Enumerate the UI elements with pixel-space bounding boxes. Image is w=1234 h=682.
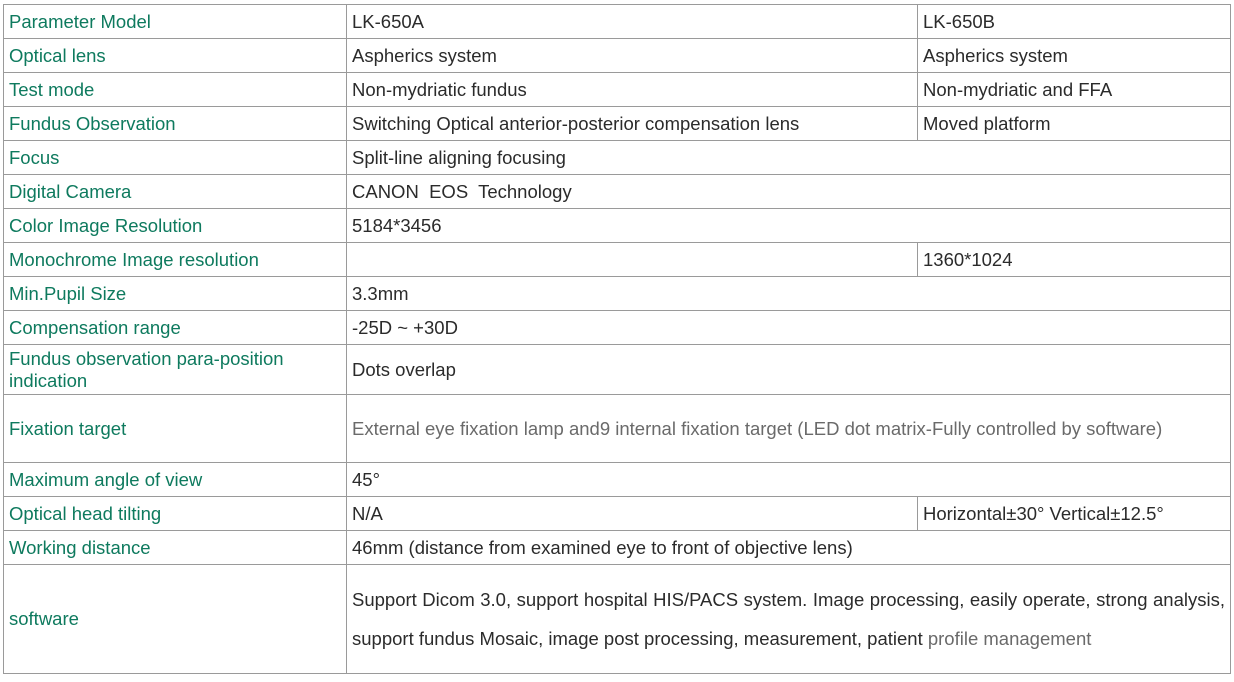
cell-value: 3.3mm [347,277,1231,311]
row-label: Focus [4,141,347,175]
table-row [4,39,1231,73]
row-label: Fundus Observation [4,107,347,141]
table-row [4,141,1231,175]
row-label: software [4,565,347,674]
cell-value [347,565,1231,674]
software-text [352,580,1225,658]
row-label: Fundus observation para-position indication [4,345,347,395]
fixation-text: External eye fixation lamp and9 internal fixation target (LED dot matrix-Fully controlled by software) [352,417,1163,439]
cell-value-a: Switching Optical anterior-posterior compensation lens [347,107,918,141]
row-label: Parameter Model [4,5,347,39]
table-row [4,5,1231,39]
table-row [4,531,1231,565]
cell-value-b: Moved platform [918,107,1231,141]
cell-value: 45° [347,463,1231,497]
row-label: Maximum angle of view [4,463,347,497]
cell-value: -25D ~ +30D [347,311,1231,345]
software-tail-text: profile management [927,628,1092,649]
spec-table [3,4,1231,674]
table-row [4,243,1231,277]
row-label: Color Image Resolution [4,209,347,243]
cell-value-b: Non-mydriatic and FFA [918,73,1231,107]
row-label: Compensation range [4,311,347,345]
cell-value: Dots overlap [347,345,1231,395]
cell-value-b: Aspherics system [918,39,1231,73]
cell-value-a: Aspherics system [347,39,918,73]
table-row [4,311,1231,345]
table-row [4,463,1231,497]
row-label: Optical lens [4,39,347,73]
table-row [4,107,1231,141]
table-row [4,345,1231,395]
table-row [4,209,1231,243]
cell-value-a [347,243,918,277]
cell-value-a: N/A [347,497,918,531]
row-label: Test mode [4,73,347,107]
row-label: Min.Pupil Size [4,277,347,311]
cell-value: 5184*3456 [347,209,1231,243]
table-row [4,565,1231,674]
row-label: Fixation target [4,395,347,463]
table-row [4,277,1231,311]
row-label: Monochrome Image resolution [4,243,347,277]
cell-value-b: Horizontal±30° Vertical±12.5° [918,497,1231,531]
model-b-header: LK-650B [918,5,1231,39]
row-label: Digital Camera [4,175,347,209]
table-row [4,395,1231,463]
model-a-header: LK-650A [347,5,918,39]
cell-value-a: Non-mydriatic fundus [347,73,918,107]
cell-value [347,395,1231,463]
row-label: Optical head tilting [4,497,347,531]
table-row [4,497,1231,531]
cell-value-b: 1360*1024 [918,243,1231,277]
cell-value: Split-line aligning focusing [347,141,1231,175]
table-row [4,175,1231,209]
software-main-text: Support Dicom 3.0, support hospital HIS/PACS system. Image processing, easily operate, strong analysis, support fundus Mosaic, image post processing, measurement, patient [352,589,1225,649]
row-label: Working distance [4,531,347,565]
table-row [4,73,1231,107]
cell-value: CANON EOS Technology [347,175,1231,209]
cell-value: 46mm (distance from examined eye to front of objective lens) [347,531,1231,565]
